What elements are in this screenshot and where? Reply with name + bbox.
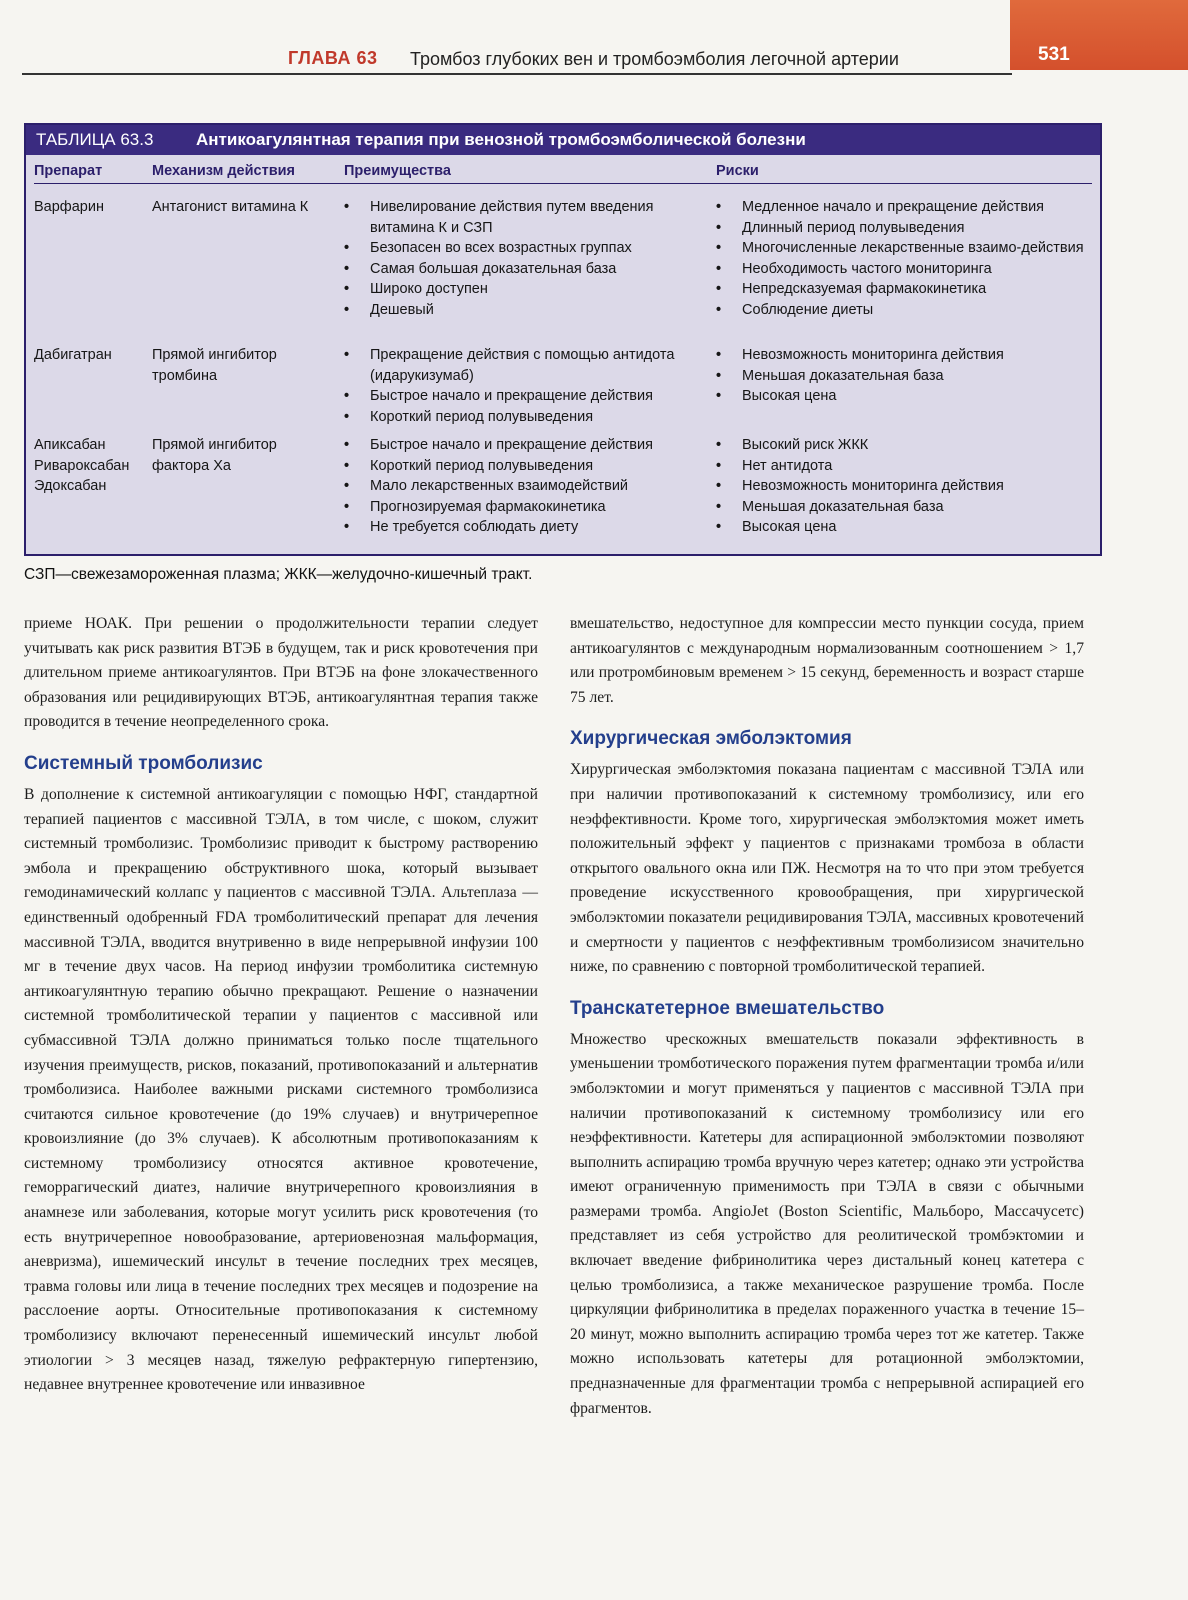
list-item: • Медленное начало и прекращение действия (716, 197, 1092, 218)
column-header-mechanism: Механизм действия (152, 163, 295, 179)
column-header-drug: Препарат (34, 163, 103, 179)
list-item: • Прекращение действия с помощью антидота (идарукизумаб) (344, 345, 706, 386)
section-heading-thrombolysis: Системный тромболизис (24, 752, 263, 774)
table-row-xa-mechanism (152, 435, 337, 476)
column-header-advantages: Преимущества (344, 163, 451, 179)
list-item: • Невозможность мониторинга действия (716, 345, 1092, 366)
section-heading-embolectomy: Хирургическая эмболэктомия (570, 728, 852, 750)
page-number: 531 (1038, 44, 1070, 65)
list-item: • Соблюдение диеты (716, 300, 1092, 321)
left-column (24, 612, 538, 1398)
anticoagulant-table (24, 123, 1102, 556)
drug-name: Апиксабан (34, 437, 106, 453)
list-item: • Меньшая доказательная база (716, 497, 1092, 518)
table-row-dabigatran-drug (34, 345, 144, 366)
paragraph: В дополнение к системной антикоагуляции с помощью НФГ, стандартной терапией пациентов с массивной ТЭЛА, в том числе, с шоком, служит системный тромболизис. Тромболизис приводит к быстрому растворению эмбола и прекращению обструктивного шока, который вызывает гемодинамический коллапс у пациентов с массивной ТЭЛА. Альтеплаза — единственный одобренный FDA тромболитический препарат для лечения массивной ТЭЛА, вводится внутривенно в виде непрерывной инфузии 100 мг в течение двух часов. На период инфузии тромболитика системную антикоагулянтную терапию обычно прекращают. Решение о назначении системной тромболитической терапии у пациентов с массивной или субмассивной ТЭЛА должно приниматься только после тщательного изучения преимуществ, рисков, показаний, противопоказаний и альтернатив тромболизиса. Наиболее важными рисками системного тромболизиса считаются сильное кровотечение (до 19% случаев) и внутричерепное кровоизлияние (до 3% случаев). К абсолютным противопоказаниям к системному тромболизису относятся активное кровотечение, геморрагический диатез, наличие внутричерепного кровоизлияния в анамнезе или заболевания, которые могут усилить риск кровотечения (то есть внутричерепное новообразование, артериовенозная мальформация, аневризма), ишемический инсульт в течение последних трех месяцев, травма головы или лица в течение последних трех месяцев и подозрение на расслоение аорты. Относительные противопоказания к системному тромболизису включают перенесенный ишемический инсульт любой этиологии > 3 месяцев назад, тяжелую рефрактерную гипертензию, недавнее внутреннее кровотечение или инвазивное (24, 785, 538, 1394)
table-row-xa-advantages (344, 435, 706, 538)
table-row-warfarin-mechanism (152, 197, 337, 218)
list-item: • Не требуется соблюдать диету (344, 517, 706, 538)
list-item: • Короткий период полувыведения (344, 407, 706, 428)
table-row-warfarin-risks (716, 197, 1092, 320)
mechanism-text: фактора Ха (152, 457, 231, 474)
list-item: • Мало лекарственных взаимодействий (344, 476, 706, 497)
mechanism-text: Прямой ингибитор (152, 437, 277, 453)
table-row-xa-risks (716, 435, 1092, 538)
table-row-dabigatran-risks (716, 345, 1092, 407)
drug-name: Дабигатран (34, 347, 112, 363)
list-item: • Длинный период полувыведения (716, 218, 1092, 239)
section-heading-transcatheter: Транскатетерное вмешательство (570, 997, 885, 1019)
list-item: • Меньшая доказательная база (716, 366, 1092, 387)
chapter-label: ГЛАВА 63 (288, 48, 378, 68)
list-item: • Безопасен во всех возрастных группах (344, 238, 706, 259)
drug-name: Эдоксабан (34, 478, 107, 494)
paragraph: вмешательство, недоступное для компрессии место пункции сосуда, прием антикоагулянтов с международным нормализованным соотношением > 1,7 или протромбиновым временем > 15 секунд, беременность и возраст старше 75 лет. (570, 615, 1084, 706)
mechanism-text: Прямой ингибитор (152, 347, 277, 363)
header-rule (22, 73, 1012, 75)
table-title-bar (26, 125, 1100, 155)
list-item: • Самая большая доказательная база (344, 259, 706, 280)
paragraph: Хирургическая эмболэктомия показана пациентам с массивной ТЭЛА или при наличии противопоказаний к системному тромболизису, или его неэффективности. Кроме того, хирургическая эмболэктомия может иметь положительный эффект у пациентов с признаками тромбоза в области открытого овального окна или ПЖ. Несмотря на то что при этом требуется проведение искусственного кровообращения, при хирургической эмболэктомии показатели рецидивирования ТЭЛА, массивных кровотечений и смертности у пациентов с неэффективным тромболизисом значительно ниже, по сравнению с повторной тромболитической терапией. (570, 761, 1084, 976)
page-number-tab (1010, 0, 1188, 70)
table-row-warfarin-advantages (344, 197, 706, 320)
list-item: • Многочисленные лекарственные взаимо-действия (716, 238, 1092, 259)
list-item: • Необходимость частого мониторинга (716, 259, 1092, 280)
column-header-risks: Риски (716, 163, 759, 179)
table-row-dabigatran-advantages (344, 345, 706, 427)
table-caption: Антикоагулянтная терапия при венозной тромбоэмболической болезни (196, 130, 806, 149)
list-item: • Дешевый (344, 300, 706, 321)
list-item: • Невозможность мониторинга действия (716, 476, 1092, 497)
list-item: • Широко доступен (344, 279, 706, 300)
drug-name: Варфарин (34, 199, 104, 215)
list-item: • Короткий период полувыведения (344, 456, 706, 477)
table-label: ТАБЛИЦА 63.3 (36, 130, 154, 149)
paragraph: Множество чрескожных вмешательств показали эффективность в уменьшении тромботического поражения путем фрагментации тромба и/или эмболэктомии и могут применяться у пациентов с массивной ТЭЛА при наличии противопоказаний к системному тромболизису или его неэффективности. Катетеры для аспирационной эмболэктомии позволяют выполнить аспирацию тромба вручную через катетер; однако эти устройства имеют ограниченную применимость при ТЭЛА в связи с обычными размерами тромба. AngioJet (Boston Scientific, Мальборо, Массачусетс) представляет из себя устройство для реолитической тромбэктомии и включает введение фибринолитика через дистальный конец катетера с целью тромболизиса, а также механическое разрушение тромба. После циркуляции фибринолитика в пределах пораженного участка в течение 15–20 минут, можно выполнить аспирацию тромба через тот же катетер. Также можно использовать катетеры для ротационной эмболэктомии, предназначенные для фрагментации тромба с непрерывной аспирацией его фрагментов. (570, 1030, 1084, 1417)
list-item: • Быстрое начало и прекращение действия (344, 386, 706, 407)
table-row-xa-drug (34, 435, 150, 497)
header-divider (34, 183, 1092, 184)
list-item: • Нет антидота (716, 456, 1092, 477)
list-item: • Непредсказуемая фармакокинетика (716, 279, 1092, 300)
list-item: • Высокая цена (716, 386, 1092, 407)
mechanism-text: Антагонист витамина К (152, 199, 309, 215)
list-item: • Высокая цена (716, 517, 1092, 538)
chapter-title: Тромбоз глубоких вен и тромбоэмболия легочной артерии (410, 49, 899, 69)
list-item: • Быстрое начало и прекращение действия (344, 435, 706, 456)
right-column (570, 612, 1084, 1421)
list-item: • Нивелирование действия путем введения витамина К и СЗП (344, 197, 706, 238)
drug-name: Ривароксабан (34, 457, 130, 474)
mechanism-text: тромбина (152, 367, 218, 384)
list-item: • Прогнозируемая фармакокинетика (344, 497, 706, 518)
table-row-dabigatran-mechanism (152, 345, 337, 386)
list-item: • Высокий риск ЖКК (716, 435, 1092, 456)
table-row-warfarin-drug (34, 197, 144, 218)
table-footnote: СЗП—свежезамороженная плазма; ЖКК—желудочно-кишечный тракт. (24, 566, 533, 583)
paragraph: приеме НОАК. При решении о продолжительности терапии следует учитывать как риск развития ВТЭБ в будущем, так и риск кровотечения при длительном приеме антикоагулянтов. При ВТЭБ на фоне злокачественного образования или рецидивирующих ВТЭБ, антикоагулянтная терапия также проводится в течение неопределенного срока. (24, 615, 538, 731)
